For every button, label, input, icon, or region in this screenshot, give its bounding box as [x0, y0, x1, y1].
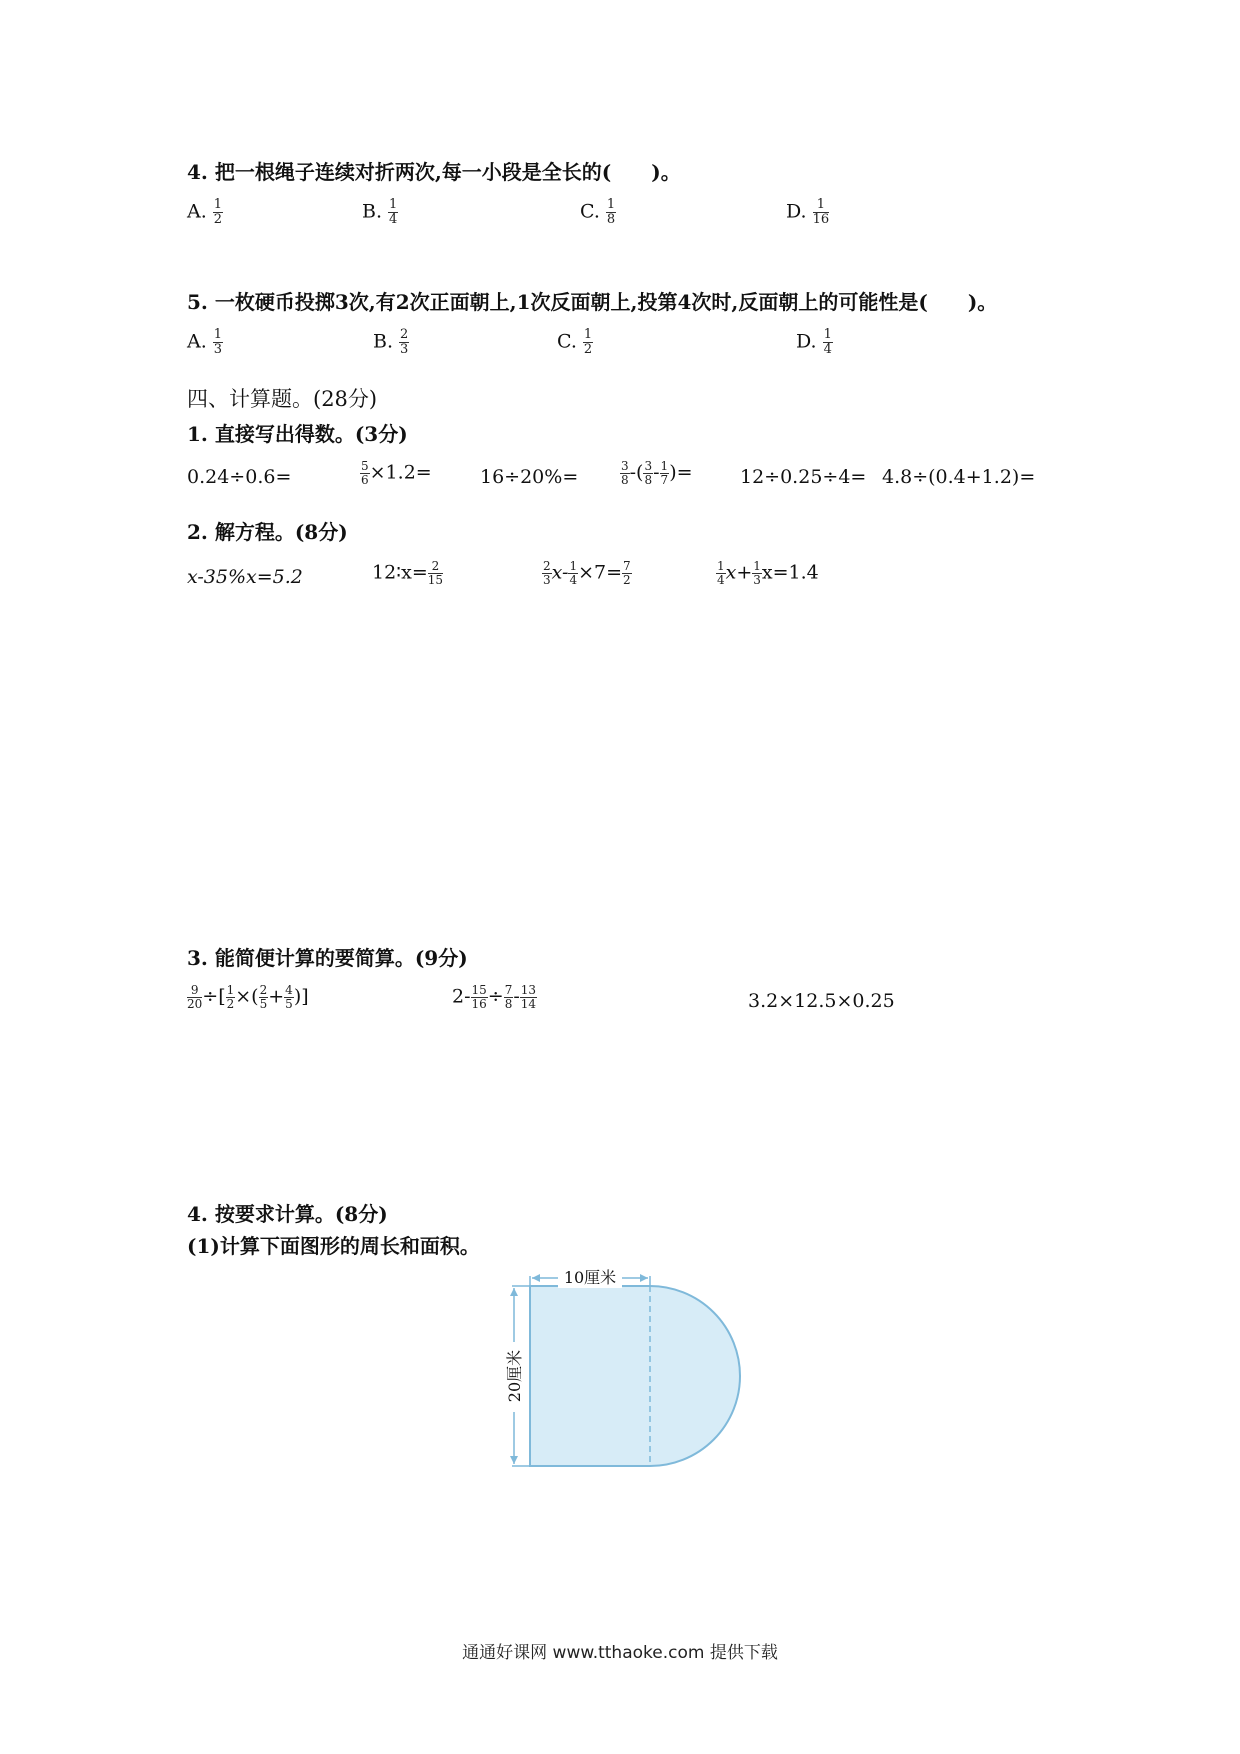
fraction: $\frac{1}{4}$	[717, 559, 725, 587]
expr-3-2: 2- $\frac{15}{16}$ ÷ $\frac{7}{8}$ - $\frac{13}{14}$	[452, 983, 537, 1011]
expr-1-6: 4.8÷(0.4+1.2)=	[882, 466, 1036, 488]
fraction: $\frac{1}{3}$	[213, 327, 223, 357]
fraction: $\frac{2}{5}$	[259, 983, 268, 1011]
fraction: $\frac{1}{8}$	[606, 197, 616, 227]
fraction: $\frac{1}{7}$	[660, 459, 669, 487]
fraction: $\frac{3}{8}$	[621, 459, 629, 487]
fraction: $\frac{2}{3}$	[400, 327, 409, 357]
q4-option-c[interactable]: C. $\frac{1}{8}$	[580, 197, 616, 227]
figure-shape	[530, 1286, 740, 1466]
part-4-title: 4. 按要求计算。(8分)	[187, 1202, 388, 1226]
q4-option-a[interactable]: A. $\frac{1}{2}$	[187, 197, 223, 227]
q4-option-b[interactable]: B. $\frac{1}{4}$	[362, 197, 398, 227]
height-label: 20厘米	[505, 1349, 524, 1403]
q5-option-b[interactable]: B. $\frac{2}{3}$	[373, 327, 409, 357]
q5-option-d[interactable]: D. $\frac{1}{4}$	[796, 327, 832, 357]
fraction: $\frac{7}{8}$	[504, 983, 513, 1011]
fraction: $\frac{1}{2}$	[583, 327, 593, 357]
q4-option-d[interactable]: D. $\frac{1}{16}$	[786, 197, 830, 227]
expr-3-3: 3.2×12.5×0.25	[748, 990, 895, 1012]
part-1-title: 1. 直接写出得数。(3分)	[187, 422, 408, 446]
fraction: $\frac{2}{3}$	[543, 559, 551, 587]
section-4-title: 四、计算题。(28分)	[187, 387, 378, 411]
fraction: $\frac{1}{2}$	[226, 983, 235, 1011]
q5-option-c[interactable]: C. $\frac{1}{2}$	[557, 327, 593, 357]
footer-text: 通通好课网 www.tthaoke.com 提供下载	[462, 1643, 778, 1663]
equation-2-3: $\frac{2}{3}$ x- $\frac{1}{4}$ ×7= $\frac{7}{2}$	[543, 559, 631, 587]
fraction: $\frac{1}{4}$	[823, 327, 832, 357]
fraction: $\frac{2}{15}$	[427, 559, 444, 587]
equation-2-4: $\frac{1}{4}$ x+ $\frac{1}{3}$ x=1.4	[717, 559, 819, 587]
expr-1-4: $\frac{3}{8}$ -( $\frac{3}{8}$ - $\frac{1}{7}$ )=	[621, 459, 693, 487]
part-3-title: 3. 能简便计算的要简算。(9分)	[187, 946, 468, 970]
fraction: $\frac{4}{5}$	[285, 983, 293, 1011]
fraction: $\frac{1}{3}$	[753, 559, 761, 587]
q5-option-a[interactable]: A. $\frac{1}{3}$	[187, 327, 223, 357]
equation-2-2: 12∶x= $\frac{2}{15}$	[372, 559, 444, 587]
fraction: $\frac{5}{6}$	[361, 459, 369, 487]
expr-3-1: $\frac{9}{20}$ ÷[ $\frac{1}{2}$ ×( $\frac{2}{5}$ + $\frac{4}{5}$ )]	[187, 983, 309, 1011]
question-4-text: 4. 把一根绳子连续对折两次,每一小段是全长的( )。	[187, 160, 681, 184]
fraction: $\frac{1}{16}$	[812, 197, 830, 227]
fraction: $\frac{7}{2}$	[623, 559, 631, 587]
fraction: $\frac{1}{4}$	[389, 197, 398, 227]
composite-figure	[490, 1262, 750, 1492]
fraction: $\frac{9}{20}$	[187, 983, 203, 1011]
fraction: $\frac{13}{14}$	[520, 983, 537, 1011]
question-5-text: 5. 一枚硬币投掷3次,有2次正面朝上,1次反面朝上,投第4次时,反面朝上的可能性是( )。	[187, 290, 998, 314]
fraction: $\frac{3}{8}$	[644, 459, 653, 487]
expr-1-1: 0.24÷0.6=	[187, 466, 292, 488]
expr-1-5: 12÷0.25÷4=	[740, 466, 867, 488]
part-4-sub-1: (1)计算下面图形的周长和面积。	[187, 1234, 480, 1258]
fraction: $\frac{1}{4}$	[569, 559, 578, 587]
fraction: $\frac{15}{16}$	[471, 983, 487, 1011]
fraction: $\frac{1}{2}$	[213, 197, 223, 227]
expr-1-2: $\frac{5}{6}$ ×1.2=	[361, 459, 432, 487]
expr-1-3: 16÷20%=	[480, 466, 579, 488]
part-2-title: 2. 解方程。(8分)	[187, 520, 348, 544]
equation-2-1: x-35%x=5.2	[187, 566, 303, 588]
width-label: 10厘米	[563, 1268, 617, 1287]
